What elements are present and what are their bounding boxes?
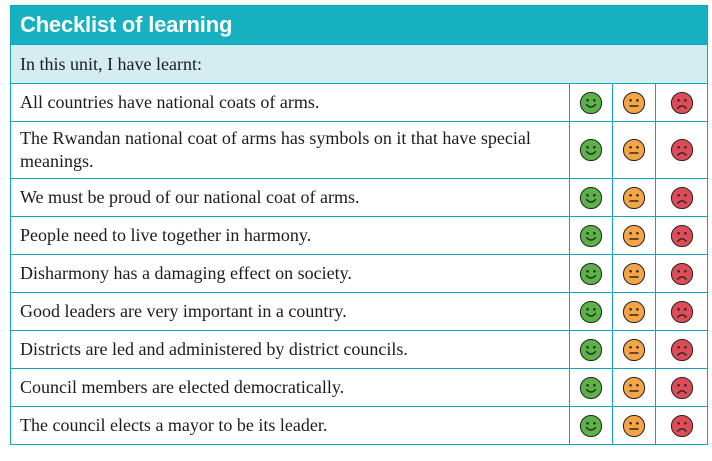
rating-neutral-cell[interactable] — [612, 255, 655, 292]
row-statement: People need to live together in harmony. — [20, 225, 312, 245]
happy-face-icon — [579, 91, 603, 115]
row-statement: Districts are led and administered by district councils. — [20, 339, 408, 359]
rating-sad-cell[interactable] — [655, 122, 707, 178]
checklist-table — [10, 5, 708, 445]
neutral-face-icon — [622, 91, 646, 115]
rating-sad-cell[interactable] — [655, 255, 707, 292]
rating-happy-cell[interactable] — [569, 331, 612, 368]
row-statement: The council elects a mayor to be its leader. — [20, 415, 328, 435]
sad-face-icon — [670, 224, 694, 248]
checklist-row — [11, 406, 707, 444]
rating-sad-cell[interactable] — [655, 293, 707, 330]
checklist-row — [11, 216, 707, 254]
checklist-row — [11, 178, 707, 216]
rating-happy-cell[interactable] — [569, 369, 612, 406]
happy-face-icon — [579, 338, 603, 362]
checklist-row — [11, 83, 707, 121]
rating-sad-cell[interactable] — [655, 179, 707, 216]
neutral-face-icon — [622, 414, 646, 438]
happy-face-icon — [579, 414, 603, 438]
checklist-row — [11, 121, 707, 178]
checklist-row — [11, 330, 707, 368]
checklist-row — [11, 292, 707, 330]
row-statement: We must be proud of our national coat of arms. — [20, 187, 360, 207]
rating-happy-cell[interactable] — [569, 407, 612, 444]
rating-neutral-cell[interactable] — [612, 122, 655, 178]
sad-face-icon — [670, 262, 694, 286]
checklist-subheader — [11, 44, 707, 83]
rating-happy-cell[interactable] — [569, 255, 612, 292]
neutral-face-icon — [622, 186, 646, 210]
rating-sad-cell[interactable] — [655, 331, 707, 368]
checklist-row — [11, 368, 707, 406]
happy-face-icon — [579, 138, 603, 162]
rating-neutral-cell[interactable] — [612, 217, 655, 254]
rating-neutral-cell[interactable] — [612, 179, 655, 216]
checklist-row — [11, 254, 707, 292]
checklist-title: Checklist of learning — [20, 12, 233, 37]
row-statement: Disharmony has a damaging effect on society. — [20, 263, 352, 283]
row-statement: Good leaders are very important in a country. — [20, 301, 347, 321]
rating-sad-cell[interactable] — [655, 369, 707, 406]
neutral-face-icon — [622, 262, 646, 286]
neutral-face-icon — [622, 138, 646, 162]
sad-face-icon — [670, 338, 694, 362]
sad-face-icon — [670, 138, 694, 162]
rating-happy-cell[interactable] — [569, 122, 612, 178]
happy-face-icon — [579, 262, 603, 286]
happy-face-icon — [579, 376, 603, 400]
sad-face-icon — [670, 414, 694, 438]
rating-sad-cell[interactable] — [655, 84, 707, 121]
happy-face-icon — [579, 300, 603, 324]
neutral-face-icon — [622, 224, 646, 248]
rating-happy-cell[interactable] — [569, 84, 612, 121]
rating-happy-cell[interactable] — [569, 293, 612, 330]
rating-happy-cell[interactable] — [569, 179, 612, 216]
rating-neutral-cell[interactable] — [612, 84, 655, 121]
row-statement: All countries have national coats of arms. — [20, 92, 320, 112]
rating-neutral-cell[interactable] — [612, 369, 655, 406]
rating-neutral-cell[interactable] — [612, 407, 655, 444]
rating-sad-cell[interactable] — [655, 407, 707, 444]
neutral-face-icon — [622, 376, 646, 400]
rating-neutral-cell[interactable] — [612, 293, 655, 330]
neutral-face-icon — [622, 300, 646, 324]
sad-face-icon — [670, 300, 694, 324]
sad-face-icon — [670, 91, 694, 115]
rating-neutral-cell[interactable] — [612, 331, 655, 368]
neutral-face-icon — [622, 338, 646, 362]
row-statement: Council members are elected democratically. — [20, 377, 345, 397]
sad-face-icon — [670, 376, 694, 400]
checklist-title-bar — [11, 6, 707, 44]
sad-face-icon — [670, 186, 694, 210]
row-statement: The Rwandan national coat of arms has symbols on it that have special meanings. — [20, 128, 531, 171]
rating-sad-cell[interactable] — [655, 217, 707, 254]
happy-face-icon — [579, 224, 603, 248]
checklist-subheader-text: In this unit, I have learnt: — [20, 53, 202, 74]
happy-face-icon — [579, 186, 603, 210]
rating-happy-cell[interactable] — [569, 217, 612, 254]
